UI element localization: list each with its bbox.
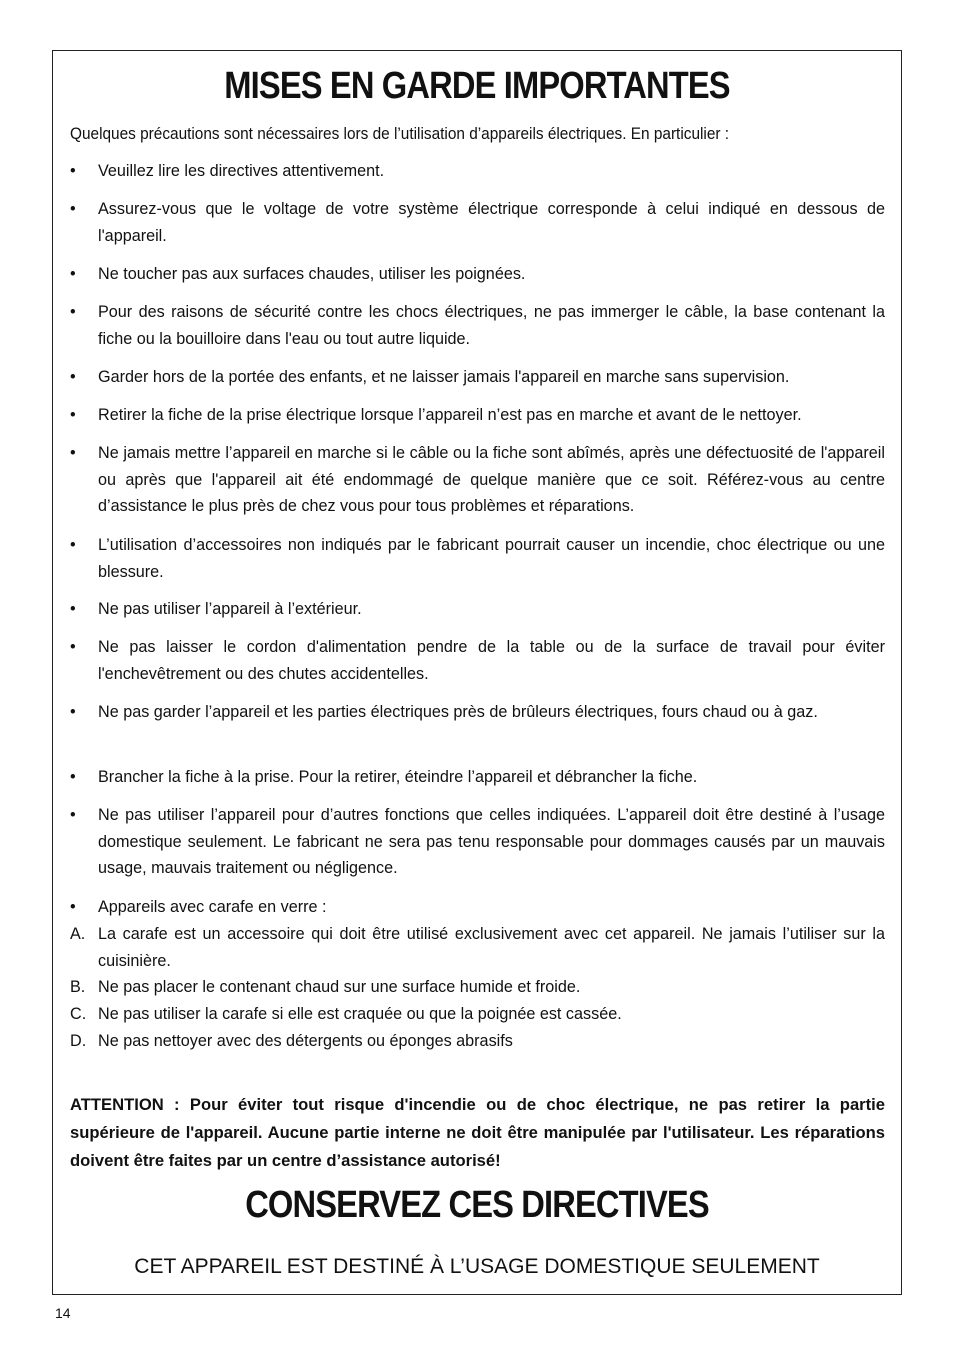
list-item-text: La carafe est un accessoire qui doit être utilisé exclusivement avec cet appareil. Ne jamais l’utiliser sur la cuisinière. [98,925,885,970]
list-marker: • [70,265,76,283]
list-item [70,364,885,391]
list-item [70,299,885,352]
list-marker: C. [70,1005,87,1023]
list-marker: • [70,600,76,618]
list-marker: • [70,638,76,656]
page-number: 14 [55,1305,71,1321]
list-marker: • [70,898,76,916]
list-marker: • [70,536,76,554]
list-item-text: Ne pas utiliser l’appareil à l’extérieur. [98,600,362,618]
list-marker: • [70,406,76,424]
list-marker: • [70,444,76,462]
list-item [70,921,885,974]
attention-warning: ATTENTION : Pour éviter tout risque d'incendie ou de choc électrique, ne pas retirer la partie supérieure de l'appareil. Aucune partie interne ne doit être manipulée par l'utilisateur. Les réparations doivent être faites par un centre d’assistance autorisé! [70,1095,885,1170]
page-frame [52,50,902,1295]
list-item [70,440,885,520]
list-item [70,802,885,882]
list-marker: • [70,162,76,180]
list-marker: • [70,368,76,386]
keep-instructions-title: CONSERVEZ CES DIRECTIVES [245,1184,709,1226]
list-item [70,1028,885,1055]
list-item [70,974,885,1001]
list-marker: B. [70,978,86,996]
list-item-text: L’utilisation d’accessoires non indiqués par le fabricant pourrait causer un incendie, choc électrique ou une blessure. [98,536,885,581]
list-item-text: Ne pas laisser le cordon d'alimentation pendre de la table ou de la surface de travail pour éviter l'enchevêtrement ou des chutes accidentelles. [98,638,885,683]
list-item-text: Ne pas garder l’appareil et les parties électriques près de brûleurs électriques, fours chaud ou à gaz. [98,703,818,721]
list-item [70,1001,885,1028]
list-item-text: Veuillez lire les directives attentivement. [98,162,385,180]
list-item [70,532,885,585]
list-item [70,196,885,249]
list-item-text: Ne jamais mettre l’appareil en marche si le câble ou la fiche sont abîmés, après une défectuosité de l'appareil ou après que l'appareil ait été endommagé de quelque manière que ce soit. Référez-vous au centre d’assistance le plus près de chez vous pour tous problèmes et réparations. [98,444,885,515]
list-item-text: Ne pas utiliser l’appareil pour d’autres fonctions que celles indiquées. L’appareil doit être destiné à l’usage domestique seulement. Le fabricant ne sera pas tenu responsable pour dommages causés par un mauvais usage, mauvais traitement ou négligence. [98,806,885,877]
list-item-text: Appareils avec carafe en verre : [98,898,327,916]
list-marker: • [70,703,76,721]
intro-text: Quelques précautions sont nécessaires lors de l’utilisation d’appareils électriques. En particulier : [70,125,730,143]
list-item [70,402,885,429]
list-item [70,894,885,921]
list-item-text: Ne pas nettoyer avec des détergents ou éponges abrasifs [98,1032,513,1050]
list-marker: D. [70,1032,87,1050]
list-marker: • [70,806,76,824]
list-item [70,596,885,623]
household-use-note: CET APPAREIL EST DESTINÉ À L’USAGE DOMESTIQUE SEULEMENT [134,1255,820,1278]
page-title: MISES EN GARDE IMPORTANTES [224,65,730,107]
list-item [70,699,885,726]
list-item-text: Brancher la fiche à la prise. Pour la retirer, éteindre l’appareil et débrancher la fiche. [98,768,698,786]
list-marker: • [70,303,76,321]
list-item [70,261,885,288]
list-marker: • [70,200,76,218]
list-marker: • [70,768,76,786]
list-item-text: Retirer la fiche de la prise électrique lorsque l’appareil n’est pas en marche et avant de le nettoyer. [98,406,802,424]
list-item-text: Ne toucher pas aux surfaces chaudes, utiliser les poignées. [98,265,526,283]
list-item-text: Garder hors de la portée des enfants, et ne laisser jamais l'appareil en marche sans supervision. [98,368,790,386]
list-item-text: Pour des raisons de sécurité contre les chocs électriques, ne pas immerger le câble, la base contenant la fiche ou la bouilloire dans l'eau ou tout autre liquide. [98,303,885,348]
list-item [70,158,885,185]
list-item-text: Ne pas placer le contenant chaud sur une surface humide et froide. [98,978,581,996]
list-item [70,634,885,687]
list-item-text: Ne pas utiliser la carafe si elle est craquée ou que la poignée est cassée. [98,1005,622,1023]
list-marker: A. [70,925,86,943]
list-item [70,764,885,791]
list-item-text: Assurez-vous que le voltage de votre système électrique corresponde à celui indiqué en dessous de l'appareil. [98,200,885,245]
